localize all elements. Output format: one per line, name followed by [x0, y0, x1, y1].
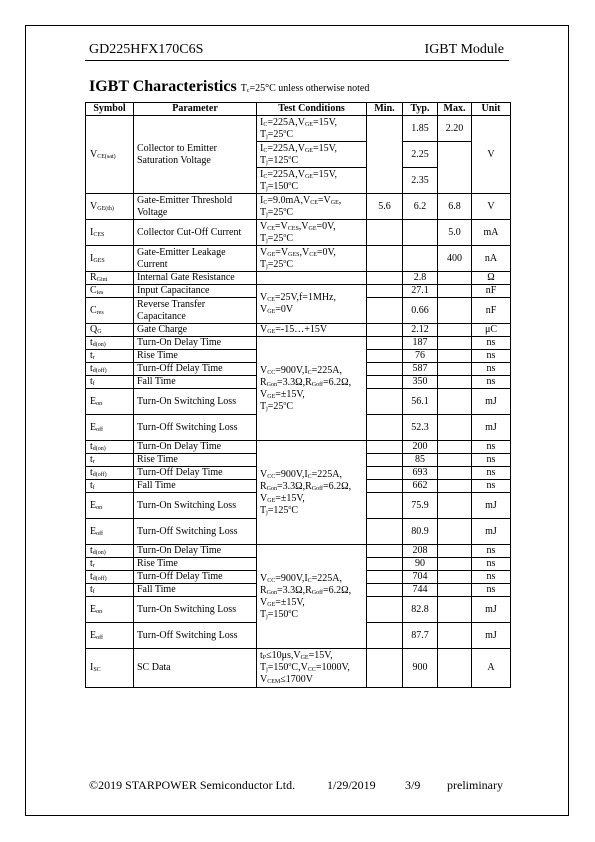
typ-cell: 75.9	[403, 493, 438, 519]
parameter-cell: Rise Time	[134, 454, 257, 467]
max-cell	[438, 389, 472, 415]
unit-cell: μC	[472, 324, 511, 337]
min-cell	[367, 324, 403, 337]
min-cell	[367, 246, 403, 272]
section-title	[89, 78, 369, 96]
max-cell: 2.20	[438, 116, 472, 142]
symbol-vcesat: $V_{CE(sat)}$	[86, 116, 134, 194]
typ-cell: 662	[403, 480, 438, 493]
parameter-cell: Collector Cut-Off Current	[134, 220, 257, 246]
part-number: GD225HFX170C6S	[89, 42, 204, 57]
section-heading: IGBT Characteristics	[89, 78, 237, 95]
min-cell	[367, 623, 403, 649]
unit-cell: ns	[472, 480, 511, 493]
min-cell	[367, 285, 403, 298]
symbol-iges: $I_{GES}$	[86, 246, 134, 272]
parameter-cell: Turn-On Delay Time	[134, 441, 257, 454]
min-cell	[367, 415, 403, 441]
test-condition	[257, 272, 367, 285]
footer-date: 1/29/2019	[327, 778, 376, 792]
test-condition: $I_C=225A,V_{GE}=15V$, $T_j=25^oC$	[257, 116, 367, 142]
typ-cell: 6.2	[403, 194, 438, 220]
typ-cell: 744	[403, 584, 438, 597]
symbol-cies: $C_{ies}$	[86, 285, 134, 298]
max-cell	[438, 363, 472, 376]
max-cell	[438, 441, 472, 454]
parameter-cell: Fall Time	[134, 480, 257, 493]
min-cell	[367, 350, 403, 363]
unit-cell: mA	[472, 220, 511, 246]
test-condition: $V_{GE}=V_{GES},V_{CE}=0V$, $T_j=25^oC$	[257, 246, 367, 272]
typ-cell: 2.25	[403, 142, 438, 168]
max-cell	[438, 571, 472, 584]
min-cell	[367, 116, 403, 194]
symbol-tf: $t_f$	[86, 480, 134, 493]
max-cell	[438, 480, 472, 493]
symbol-tdoff: $t_{d(off)}$	[86, 571, 134, 584]
symbol-tdoff: $t_{d(off)}$	[86, 363, 134, 376]
min-cell	[367, 363, 403, 376]
symbol-tr: $t_r$	[86, 454, 134, 467]
min-cell	[367, 389, 403, 415]
unit-cell: mJ	[472, 415, 511, 441]
parameter-cell: SC Data	[134, 649, 257, 688]
typ-cell: 704	[403, 571, 438, 584]
parameter-cell: Reverse Transfer Capacitance	[134, 298, 257, 324]
typ-cell: 27.1	[403, 285, 438, 298]
min-cell	[367, 454, 403, 467]
max-cell	[438, 519, 472, 545]
symbol-vgeth: $V_{GE(th)}$	[86, 194, 134, 220]
symbol-eoff: $E_{off}$	[86, 519, 134, 545]
max-cell	[438, 649, 472, 688]
parameter-cell: Fall Time	[134, 376, 257, 389]
min-cell: 5.6	[367, 194, 403, 220]
symbol-eon: $E_{on}$	[86, 493, 134, 519]
max-cell	[438, 584, 472, 597]
symbol-tdoff: $t_{d(off)}$	[86, 467, 134, 480]
test-condition: $I_C=9.0mA,V_{CE}=V_{GE}$, $T_j=25^oC$	[257, 194, 367, 220]
symbol-eon: $E_{on}$	[86, 389, 134, 415]
condition-note: $T_c=25^\circ C$ unless otherwise noted	[240, 83, 370, 94]
parameter-cell: Turn-On Delay Time	[134, 545, 257, 558]
typ-cell: 76	[403, 350, 438, 363]
table-row	[86, 337, 511, 350]
min-cell	[367, 597, 403, 623]
unit-cell: nF	[472, 298, 511, 324]
symbol-rgint: $R_{Gint}$	[86, 272, 134, 285]
test-condition: $I_C=225A,V_{GE}=15V$, $T_j=125^oC$	[257, 142, 367, 168]
parameter-cell: Rise Time	[134, 350, 257, 363]
footer-copyright: ©2019 STARPOWER Semiconductor Ltd.	[89, 778, 296, 792]
unit-cell: V	[472, 116, 511, 194]
max-cell	[438, 298, 472, 324]
min-cell	[367, 558, 403, 571]
symbol-eoff: $E_{off}$	[86, 415, 134, 441]
typ-cell: 350	[403, 376, 438, 389]
max-cell	[438, 493, 472, 519]
typ-cell: 85	[403, 454, 438, 467]
table-row	[86, 441, 511, 454]
unit-cell: ns	[472, 558, 511, 571]
unit-cell: ns	[472, 441, 511, 454]
typ-cell: 80.9	[403, 519, 438, 545]
typ-cell: 90	[403, 558, 438, 571]
unit-cell: nA	[472, 246, 511, 272]
symbol-isc: $I_{SC}$	[86, 649, 134, 688]
test-condition: $V_{GE}=-15\dots+15V$	[257, 324, 367, 337]
table-row	[86, 324, 511, 337]
parameter-cell: Turn-On Switching Loss	[134, 597, 257, 623]
unit-cell: mJ	[472, 519, 511, 545]
test-condition: $I_C=225A,V_{GE}=15V$, $T_j=150^oC$	[257, 168, 367, 194]
unit-cell: Ω	[472, 272, 511, 285]
min-cell	[367, 480, 403, 493]
col-symbol: Symbol	[86, 103, 134, 116]
module-type: IGBT Module	[424, 42, 504, 57]
min-cell	[367, 441, 403, 454]
parameter-cell: Turn-Off Delay Time	[134, 571, 257, 584]
unit-cell: ns	[472, 571, 511, 584]
unit-cell: mJ	[472, 597, 511, 623]
max-cell	[438, 142, 472, 194]
symbol-tr: $t_r$	[86, 350, 134, 363]
parameter-cell: Fall Time	[134, 584, 257, 597]
test-condition: $V_{CC}=900V,I_C=225A$, $R_{Gon}=3.3\Omega,R_{Goff}=6.2\Omega$, $V_{GE}=\pm 15V$, $T_j=150^oC$	[257, 545, 367, 649]
unit-cell: V	[472, 194, 511, 220]
table-row	[86, 649, 511, 688]
col-test-conditions: Test Conditions	[257, 103, 367, 116]
unit-cell: ns	[472, 376, 511, 389]
symbol-tdon: $t_{d(on)}$	[86, 337, 134, 350]
unit-cell: ns	[472, 454, 511, 467]
symbol-tf: $t_f$	[86, 584, 134, 597]
symbol-tdon: $t_{d(on)}$	[86, 441, 134, 454]
typ-cell: 87.7	[403, 623, 438, 649]
parameter-cell: Turn-On Delay Time	[134, 337, 257, 350]
min-cell	[367, 545, 403, 558]
typ-cell: 82.8	[403, 597, 438, 623]
parameter-cell: Input Capacitance	[134, 285, 257, 298]
min-cell	[367, 220, 403, 246]
unit-cell: ns	[472, 337, 511, 350]
parameter-cell: Turn-Off Switching Loss	[134, 519, 257, 545]
parameter-cell: Gate-Emitter Leakage Current	[134, 246, 257, 272]
symbol-tr: $t_r$	[86, 558, 134, 571]
typ-cell: 900	[403, 649, 438, 688]
typ-cell: 56.1	[403, 389, 438, 415]
symbol-cres: $C_{res}$	[86, 298, 134, 324]
min-cell	[367, 337, 403, 350]
symbol-tf: $t_f$	[86, 376, 134, 389]
max-cell	[438, 350, 472, 363]
unit-cell: ns	[472, 545, 511, 558]
col-unit: Unit	[472, 103, 511, 116]
symbol-qg: $Q_G$	[86, 324, 134, 337]
test-condition: $t_P\le 10\mu s,V_{GE}=15V$, $T_j=150^oC,V_{CC}=1000V$, $V_{CEM}\le 1700V$	[257, 649, 367, 688]
min-cell	[367, 272, 403, 285]
table-row	[86, 246, 511, 272]
parameter-cell: Turn-Off Switching Loss	[134, 623, 257, 649]
min-cell	[367, 298, 403, 324]
table-row	[86, 116, 511, 142]
max-cell	[438, 376, 472, 389]
symbol-eoff: $E_{off}$	[86, 623, 134, 649]
typ-cell: 2.8	[403, 272, 438, 285]
min-cell	[367, 493, 403, 519]
parameter-cell: Rise Time	[134, 558, 257, 571]
unit-cell: ns	[472, 350, 511, 363]
unit-cell: mJ	[472, 389, 511, 415]
parameter-cell: Turn-Off Delay Time	[134, 363, 257, 376]
max-cell	[438, 454, 472, 467]
parameter-cell: Turn-Off Delay Time	[134, 467, 257, 480]
parameter-cell: Turn-On Switching Loss	[134, 493, 257, 519]
unit-cell: mJ	[472, 623, 511, 649]
min-cell	[367, 571, 403, 584]
typ-cell: 52.3	[403, 415, 438, 441]
max-cell	[438, 415, 472, 441]
table-row	[86, 285, 511, 298]
header-rule	[85, 60, 509, 61]
unit-cell: A	[472, 649, 511, 688]
max-cell	[438, 545, 472, 558]
col-parameter: Parameter	[134, 103, 257, 116]
typ-cell: 2.12	[403, 324, 438, 337]
min-cell	[367, 649, 403, 688]
parameter-cell: Gate-Emitter Threshold Voltage	[134, 194, 257, 220]
max-cell	[438, 272, 472, 285]
typ-cell	[403, 220, 438, 246]
col-max: Max.	[438, 103, 472, 116]
test-condition: $V_{CE}=25V,f=1MHz$, $V_{GE}=0V$	[257, 285, 367, 324]
max-cell	[438, 597, 472, 623]
max-cell	[438, 337, 472, 350]
typ-cell: 208	[403, 545, 438, 558]
test-condition: $V_{CE}=V_{CES},V_{GE}=0V$, $T_j=25^oC$	[257, 220, 367, 246]
typ-cell: 200	[403, 441, 438, 454]
test-condition: $V_{CC}=900V,I_C=225A$, $R_{Gon}=3.3\Omega,R_{Goff}=6.2\Omega$, $V_{GE}=\pm 15V$, $T_j=25^oC$	[257, 337, 367, 441]
min-cell	[367, 519, 403, 545]
test-condition: $V_{CC}=900V,I_C=225A$, $R_{Gon}=3.3\Omega,R_{Goff}=6.2\Omega$, $V_{GE}=\pm 15V$, $T_j=125^oC$	[257, 441, 367, 545]
footer-status: preliminary	[447, 778, 503, 792]
unit-cell: ns	[472, 363, 511, 376]
unit-cell: mJ	[472, 493, 511, 519]
igbt-characteristics-table	[85, 102, 511, 688]
parameter-cell: Turn-On Switching Loss	[134, 389, 257, 415]
footer-page: 3/9	[405, 778, 421, 792]
max-cell: 400	[438, 246, 472, 272]
table-row	[86, 220, 511, 246]
table-row	[86, 272, 511, 285]
unit-cell: ns	[472, 467, 511, 480]
symbol-eon: $E_{on}$	[86, 597, 134, 623]
max-cell	[438, 558, 472, 571]
typ-cell: 0.66	[403, 298, 438, 324]
table-header-row	[86, 103, 511, 116]
typ-cell	[403, 246, 438, 272]
max-cell	[438, 285, 472, 298]
col-min: Min.	[367, 103, 403, 116]
max-cell	[438, 324, 472, 337]
table-row	[86, 194, 511, 220]
symbol-tdon: $t_{d(on)}$	[86, 545, 134, 558]
parameter-cell: Turn-Off Switching Loss	[134, 415, 257, 441]
max-cell	[438, 467, 472, 480]
max-cell: 6.8	[438, 194, 472, 220]
table-row	[86, 545, 511, 558]
typ-cell: 693	[403, 467, 438, 480]
min-cell	[367, 584, 403, 597]
typ-cell: 2.35	[403, 168, 438, 194]
typ-cell: 1.85	[403, 116, 438, 142]
typ-cell: 587	[403, 363, 438, 376]
parameter-cell: Internal Gate Resistance	[134, 272, 257, 285]
unit-cell: nF	[472, 285, 511, 298]
max-cell	[438, 623, 472, 649]
col-typ: Typ.	[403, 103, 438, 116]
min-cell	[367, 467, 403, 480]
parameter-cell: Gate Charge	[134, 324, 257, 337]
symbol-ices: $I_{CES}$	[86, 220, 134, 246]
unit-cell: ns	[472, 584, 511, 597]
max-cell: 5.0	[438, 220, 472, 246]
parameter-cell: Collector to Emitter Saturation Voltage	[134, 116, 257, 194]
typ-cell: 187	[403, 337, 438, 350]
min-cell	[367, 376, 403, 389]
